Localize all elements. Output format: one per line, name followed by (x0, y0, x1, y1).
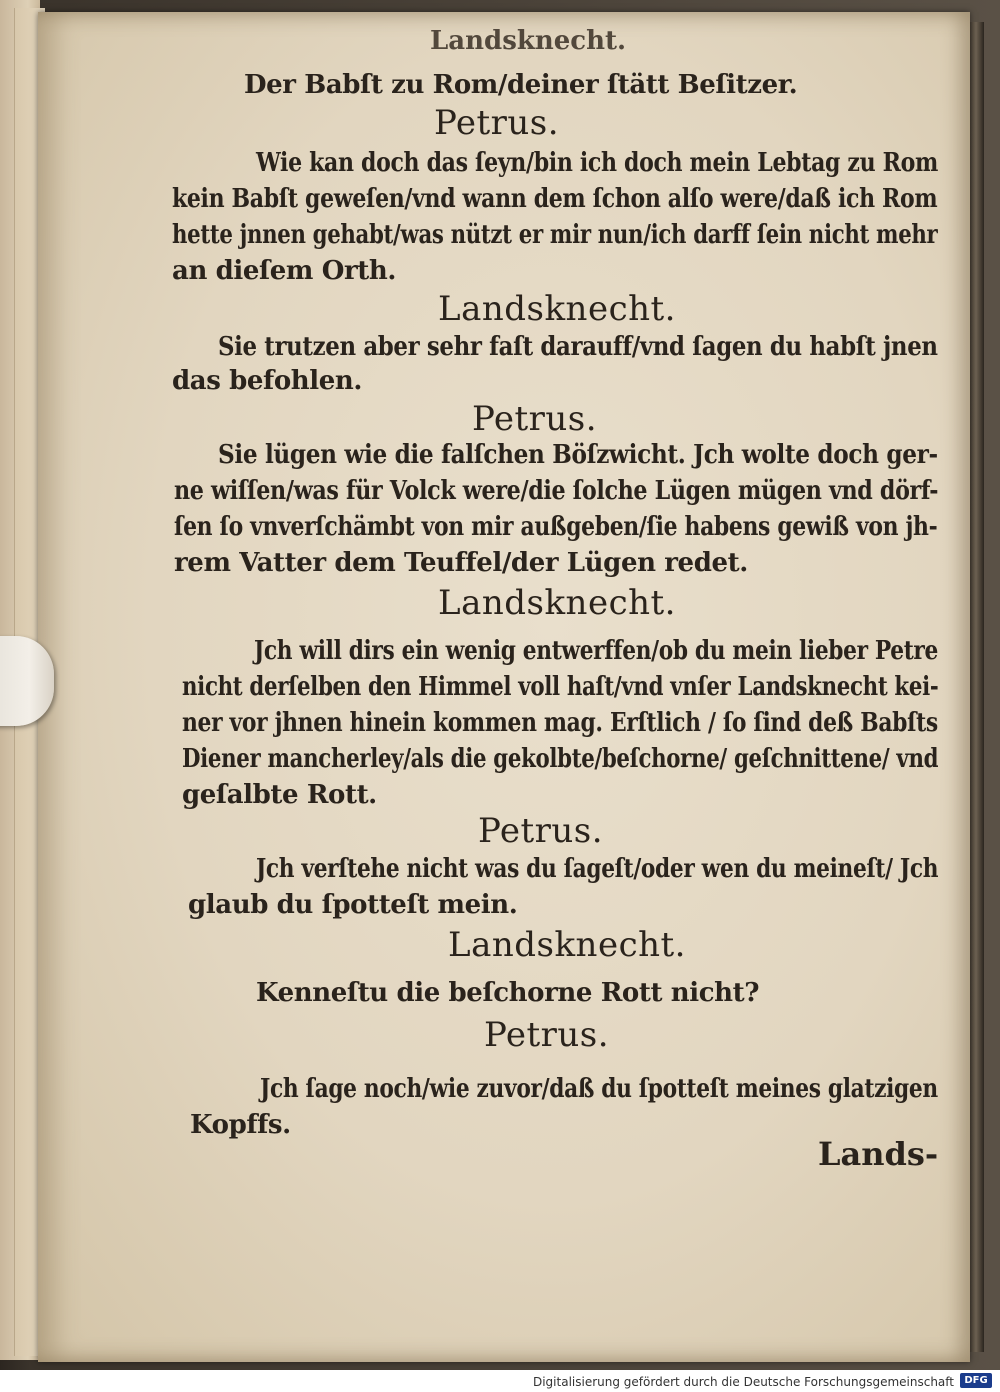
text-line: ne wiſſen/was für Volck were/die ſolche Lügen mügen vnd dörf- (174, 476, 939, 506)
speaker-heading: Petrus. (478, 811, 604, 851)
footer-bar (0, 1370, 1000, 1392)
speaker-heading: Petrus. (472, 399, 598, 439)
speaker-heading: Petrus. (434, 103, 560, 143)
text-line: hette jnnen gehabt/was nützt er mir nun/ich darff ſein nicht mehr (172, 220, 938, 250)
text-line: ner vor jhnen hinein kommen mag. Erſtlich / ſo ſind deß Babſts (182, 708, 938, 738)
page-text (38, 12, 970, 1362)
text-line: Sie trutzen aber sehr faſt darauff/vnd ſagen du habſt jnen (218, 332, 938, 362)
text-line: Kopffs. (190, 1110, 291, 1140)
text-line: Der Babſt zu Rom/deiner ſtätt Beſitzer. (244, 70, 798, 100)
text-line: geſalbte Rott. (182, 780, 377, 810)
right-page-edge (968, 22, 984, 1352)
text-line: Diener mancherley/als die gekolbte/beſchorne/ geſchnittene/ vnd (182, 744, 939, 774)
text-line: rem Vatter dem Teuffel/der Lügen redet. (174, 548, 748, 578)
text-line: ſen ſo vnverſchämbt von mir außgeben/ſie habens gewiß von jh- (174, 512, 938, 542)
speaker-heading: Landsknecht. (438, 289, 676, 329)
text-line: Jch will dirs ein wenig entwerffen/ob du mein lieber Petre (254, 636, 938, 666)
text-line: Wie kan doch das ſeyn/bin ich doch mein Lebtag zu Rom (256, 148, 938, 178)
text-line: Jch verſtehe nicht was du ſageſt/oder wen du meineſt/ Jch (256, 854, 939, 884)
text-line: Sie lügen wie die falſchen Böſzwicht. Jch wolte doch ger- (218, 440, 938, 470)
speaker-heading: Landsknecht. (438, 583, 676, 623)
text-line: Kenneſtu die beſchorne Rott nicht? (256, 978, 760, 1008)
running-head: Landsknecht. (430, 26, 627, 56)
text-line: das befohlen. (172, 366, 363, 396)
footer-credit: Digitalisierung gefördert durch die Deutsche Forschungsgemeinschaft (532, 1375, 954, 1389)
speaker-heading: Petrus. (484, 1015, 610, 1055)
dfg-logo: DFG (960, 1373, 992, 1388)
catchword: Lands- (818, 1135, 939, 1173)
text-line: glaub du ſpotteſt mein. (188, 890, 518, 920)
text-line: an dieſem Orth. (172, 256, 397, 286)
speaker-heading: Landsknecht. (448, 925, 686, 965)
book-page (38, 12, 970, 1362)
text-line: nicht derſelben den Himmel voll haſt/vnd vnſer Landsknecht kei- (182, 672, 939, 702)
text-line: Jch ſage noch/wie zuvor/daß du ſpotteſt meines glatzigen (260, 1074, 938, 1104)
text-line: kein Babſt geweſen/vnd wann dem ſchon alſo were/daß ich Rom (172, 184, 938, 214)
